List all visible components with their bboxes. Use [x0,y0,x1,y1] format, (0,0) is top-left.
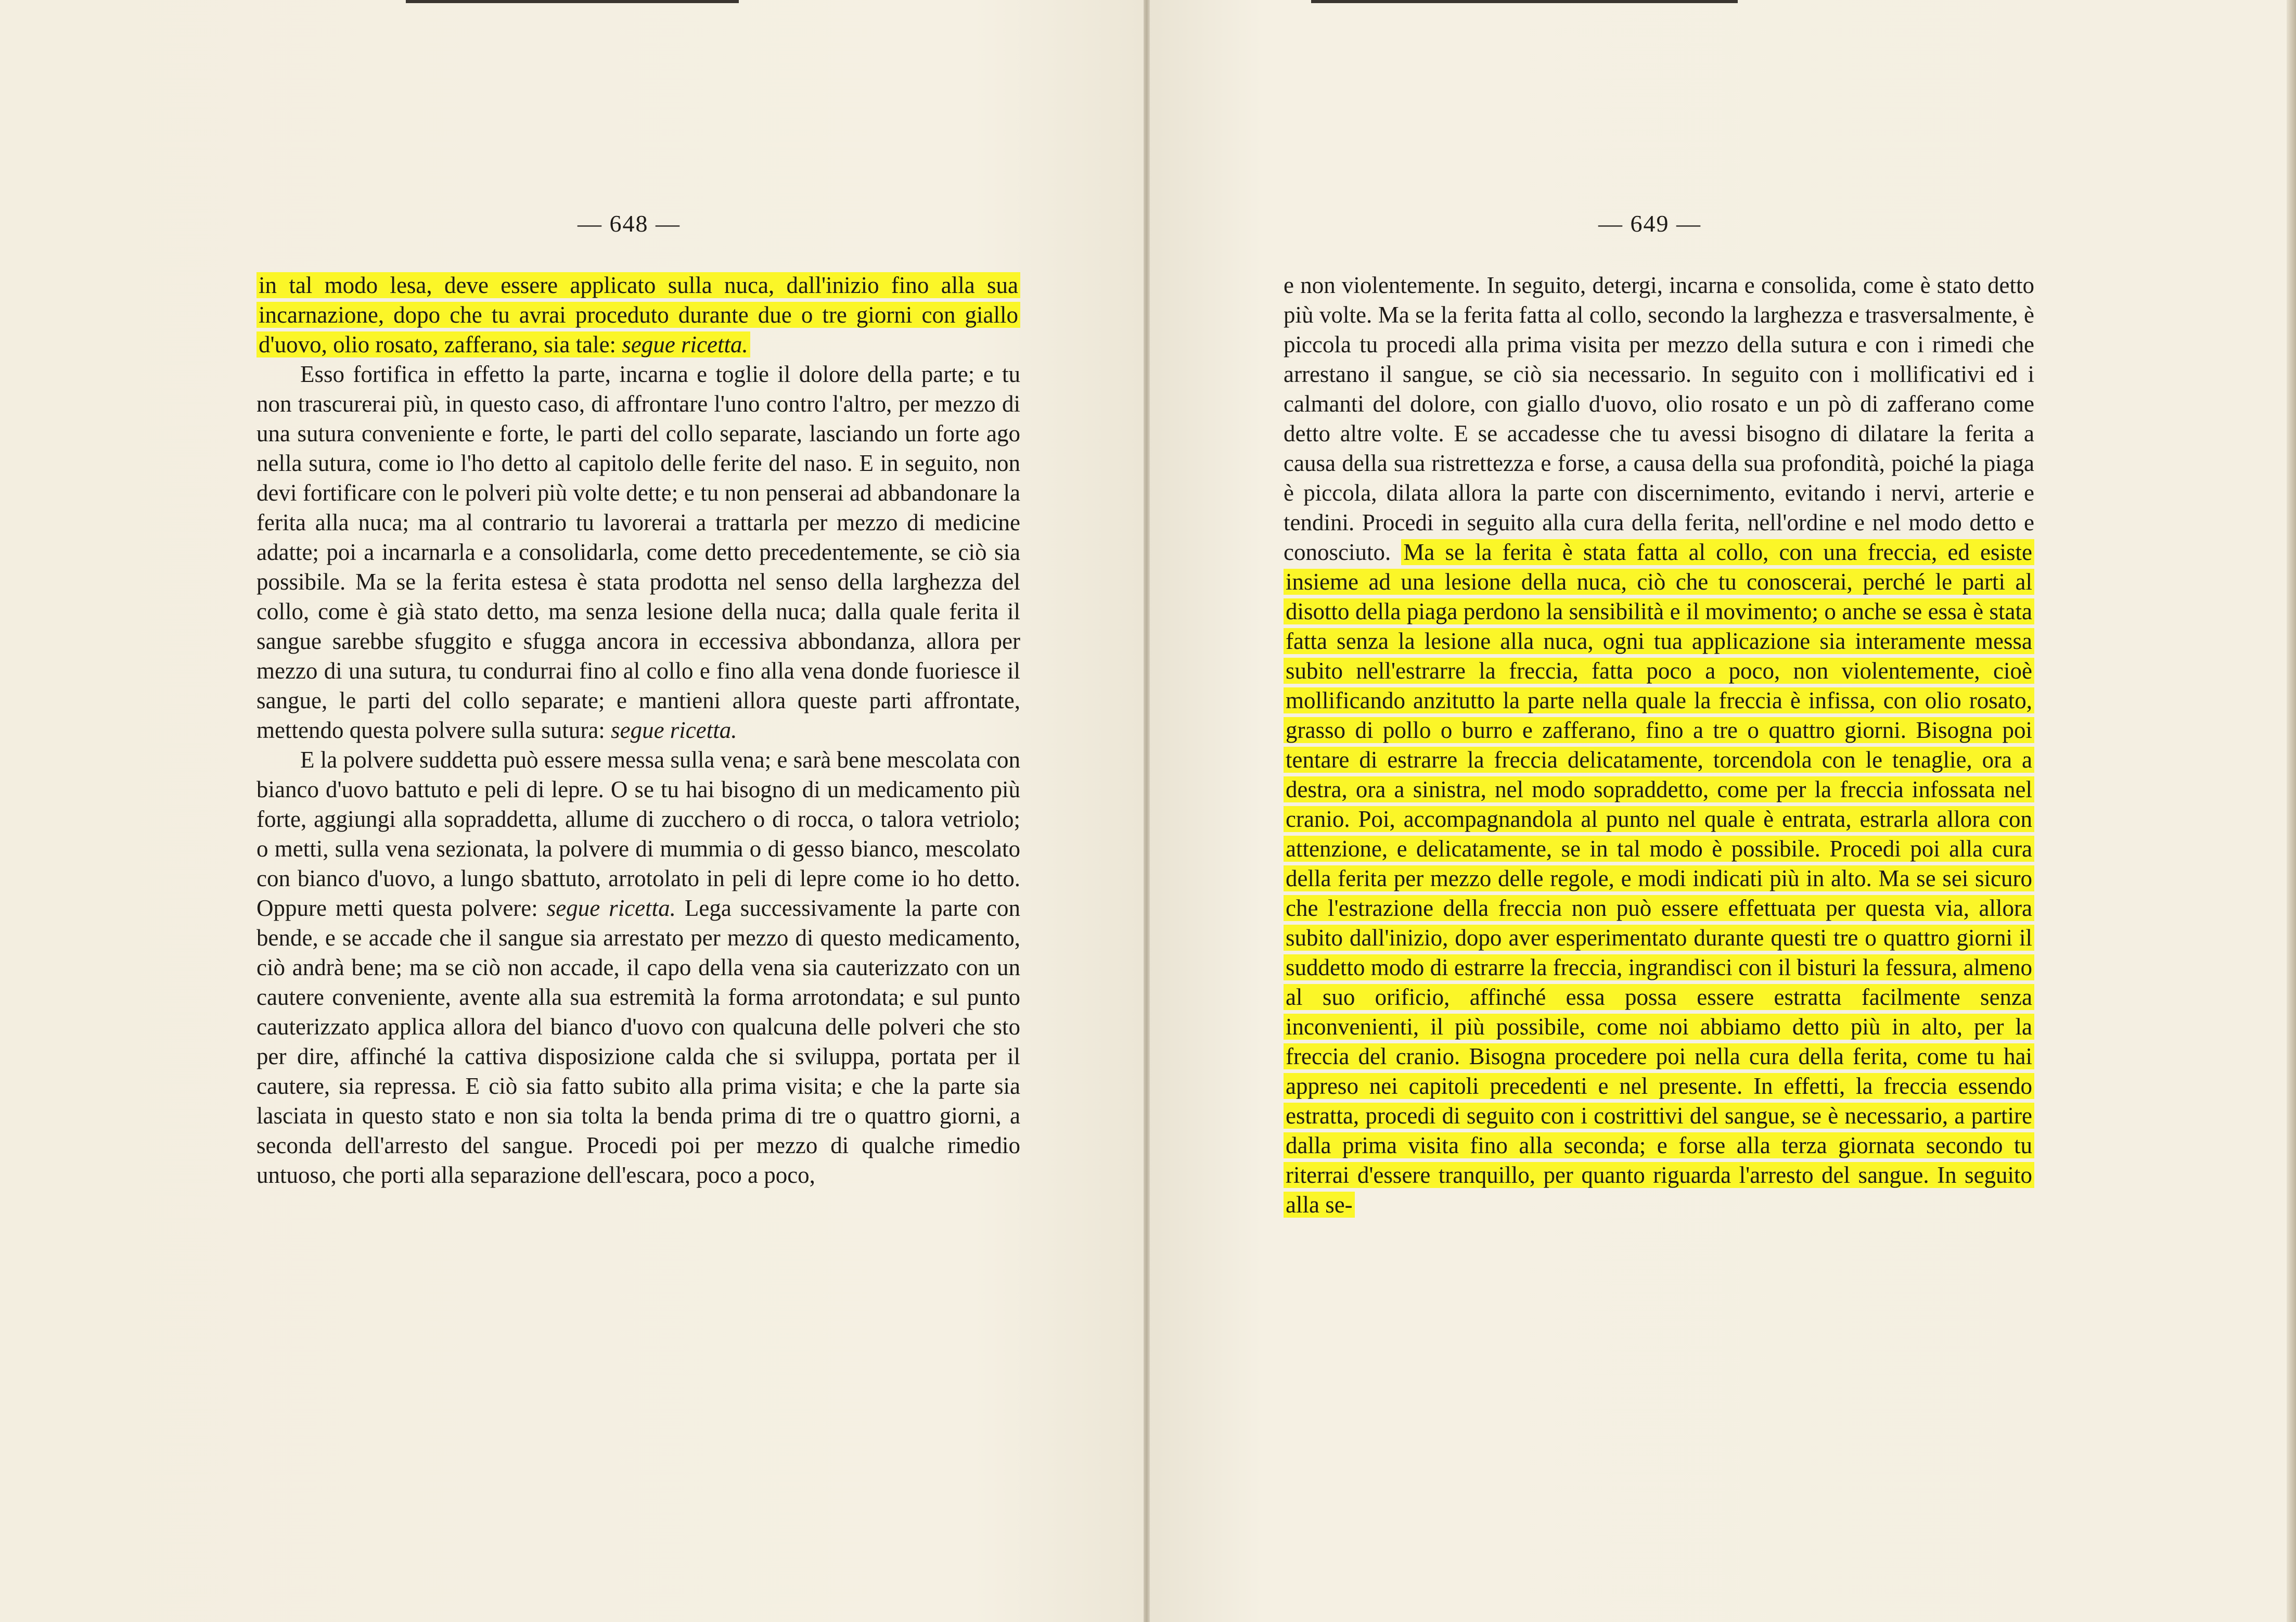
highlighted-passage-left [256,272,1020,357]
top-edge-shadow-right [1311,0,1738,3]
page-edge [2287,0,2296,1622]
left-paragraph-2 [256,745,1020,1190]
page-number-left: — 648 — [578,210,681,237]
book-gutter [1144,0,1150,1622]
page-number-right: — 649 — [1598,210,1701,237]
highlight-text: in tal modo lesa, deve essere applicato sulla nuca, dall'inizio fino alla sua incarnazione, dopo che tu avrai proceduto durante due o tre giorni con giallo d'uovo, olio rosato, zafferano, sia tale: [259,272,1018,357]
paragraph-text: E la polvere suddetta può essere messa sulla vena; e sarà bene mescolata con bianco d'uovo battuto e peli di lepre. O se tu hai bisogno di un medicamento più forte, aggiungi alla sopraddetta, allume di zucchero o di rocca, o talora vetriolo; o metti, sulla vena sezionata, la polvere di mummia o di gesso bianco, mescolato con bianco d'uovo, a lungo sbattuto, arrotolato in peli di lepre come io ho detto. Oppure metti questa polvere: [256,747,1020,921]
right-page-body [1284,271,2034,1220]
top-edge-shadow-left [406,0,739,3]
recipe-note: segue ricetta. [546,895,676,921]
left-opening-paragraph [256,271,1020,360]
right-paragraph [1284,271,2034,1220]
recipe-note: segue ricetta. [622,331,748,357]
highlighted-passage-right: Ma se la ferita è stata fatta al collo, con una freccia, ed esiste insieme ad una lesione della nuca, ciò che tu conoscerai, perché le parti al disotto della piaga perdono la sensibilità e il movimento; o anche se essa è stata fatta senza la lesione alla nuca, ogni tua applicazione sia interamente messa subito nell'estrarre la freccia, fatta poco a poco, non violentemente, cioè mollificando anzitutto la parte nella quale la freccia è infissa, con olio rosato, grasso di pollo o burro e zafferano, fino a tre o quattro giorni. Bisogna poi tentare di estrarre la freccia delicatamente, torcendola con le tenaglie, ora a destra, ora a sinistra, nel modo sopraddetto, come per la freccia infossata nel cranio. Poi, accompagnandola al punto nel quale è entrata, estrarla allora con attenzione, e delicatamente, se in tal modo è possibile. Procedi poi alla cura della ferita per mezzo delle regole, e modi indicati più in alto. Ma se sei sicuro che l'estrazione della freccia non può essere effettuata per questa via, allora subito dall'inizio, dopo aver esperimentato durante questi tre o quattro giorni il suddetto modo di estrarre la freccia, ingrandisci con il bisturi la fessura, almeno al suo orificio, affinché essa possa essere estratta facilmente senza inconvenienti, il più possibile, come noi abbiamo detto più in alto, per la freccia del cranio. Bisogna procedere poi nella cura della ferita, come tu hai appreso nei capitoli precedenti e nel presente. In effetti, la freccia essendo estratta, procedi di seguito con i costrittivi del sangue, se è necessario, a partire dalla prima visita fino alla seconda; e forse alla terza giornata secondo tu riterrai d'essere tranquillo, per quanto riguarda l'arresto del sangue. In seguito alla se- [1284,539,2034,1218]
left-page-body [256,271,1020,1190]
paragraph-text: e non violentemente. In seguito, detergi, incarna e consolida, come è stato detto più volte. Ma se la ferita fatta al collo, secondo la larghezza e trasversalmente, è piccola tu procedi alla prima visita per mezzo della sutura e con i rimedi che arrestano il sangue, se ciò sia necessario. In seguito con i mollificativi ed i calmanti del dolore, con giallo d'uovo, olio rosato e un pò di zafferano come detto altre volte. E se accadesse che tu avessi bisogno di dilatare la ferita a causa della sua ristrettezza e forse, a causa della sua profondità, poiché la piaga è piccola, dilata allora la parte con discernimento, evitando i nervi, arterie e tendini. Procedi in seguito alla cura della ferita, nell'ordine e nel modo detto e conosciuto. [1284,272,2034,565]
paragraph-text: Lega successivamente la parte con bende, e se accade che il sangue sia arrestato per mezzo di questo medicamento, ciò andrà bene; ma se ciò non accade, il capo della vena sia cauterizzato con un cautere conveniente, avente alla sua estremità la forma arrotondata; e sul punto cauterizzato applica allora del bianco d'uovo con qualcuna delle polveri che sto per dire, affinché la cattiva disposizione calda che si sviluppa, portata per il cautere, sia repressa. E ciò sia fatto subito alla prima visita; e che la parte sia lasciata in questo stato e non sia tolta la benda prima di tre o quattro giorni, a seconda dell'arresto del sangue. Procedi poi per mezzo di qualche rimedio untuoso, che porti alla separazione dell'escara, poco a poco, [256,895,1020,1188]
paragraph-text: Esso fortifica in effetto la parte, incarna e toglie il dolore della parte; e tu non trascurerai più, in questo caso, di affrontare l'uno contro l'altro, per mezzo di una sutura conveniente e forte, le parti del collo separate, lasciando un forte ago nella sutura, come io l'ho detto al capitolo delle ferite del naso. E in seguito, non devi fortificare con le polveri più volte dette; e tu non penserai ad abbandonare la ferita alla nuca; ma al contrario tu lavorerai a trattarla per mezzo di medicine adatte; poi a incarnarla e a consolidarla, come detto precedentemente, se ciò sia possibile. Ma se la ferita estesa è stata prodotta nel senso della larghezza del collo, come è già stato detto, ma senza lesione della nuca; dalla quale ferita il sangue sarebbe sfuggito e sfugga ancora in eccessiva abbondanza, allora per mezzo di una sutura, tu condurrai fino al collo e fino alla vena donde fuoriesce il sangue, le parti del collo separate; e mantieni allora queste parti affrontate, mettendo questa polvere sulla sutura: [256,361,1020,743]
recipe-note: segue ricetta. [611,717,737,743]
left-paragraph-1 [256,360,1020,745]
